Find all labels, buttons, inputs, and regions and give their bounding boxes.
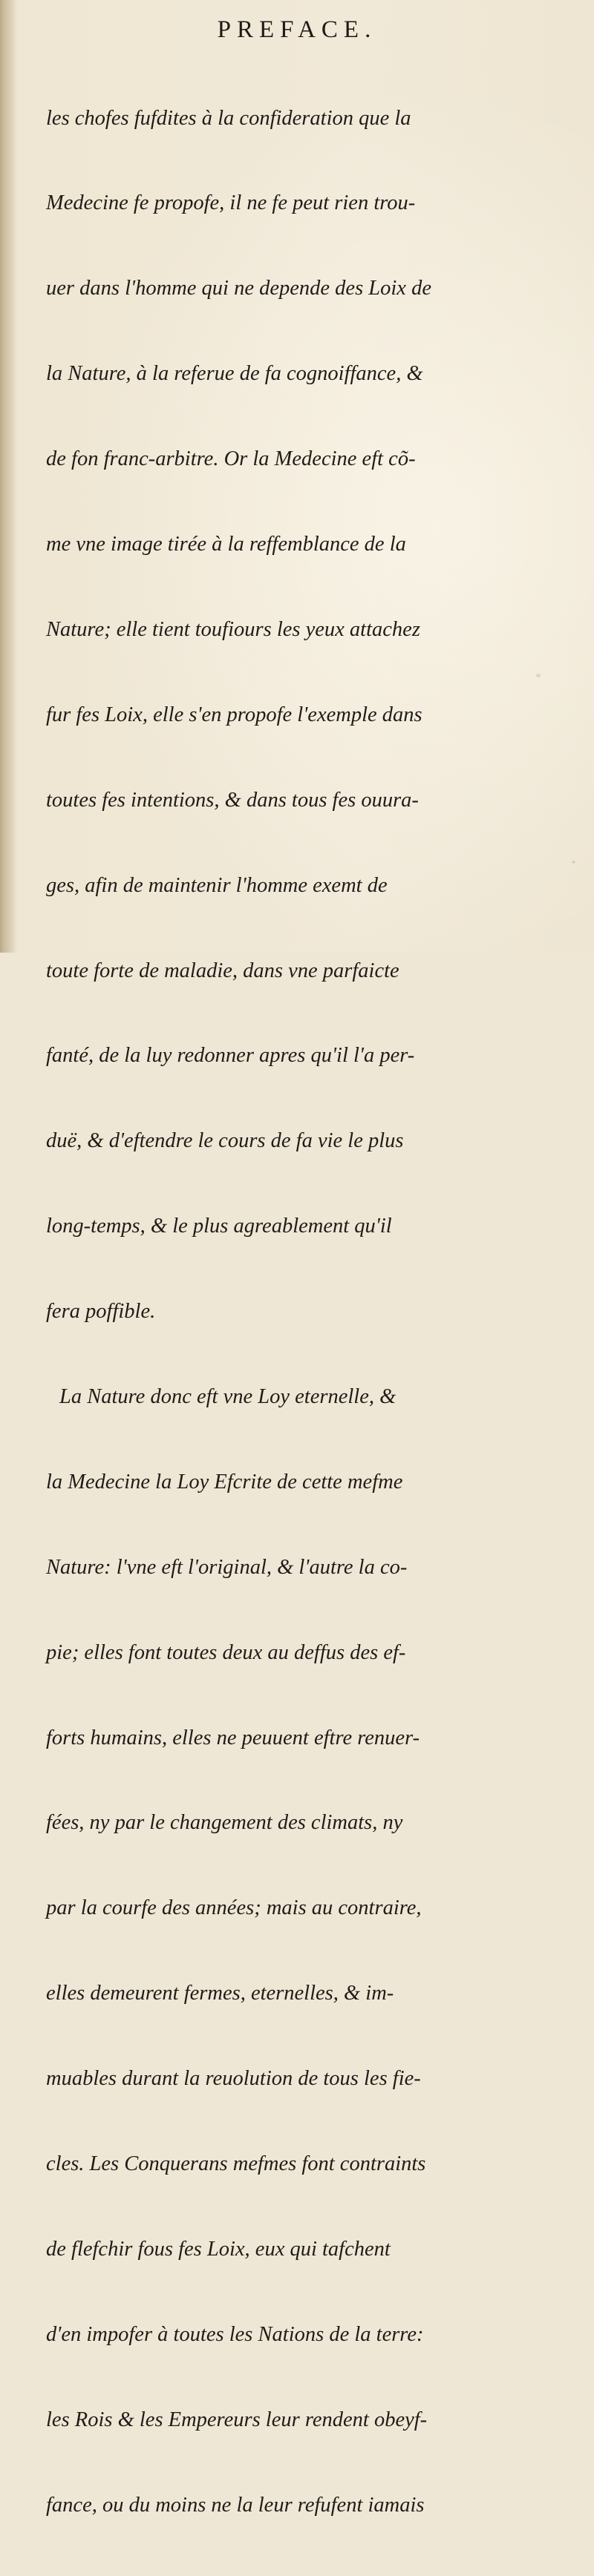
text-line: La Nature donc eft vne Loy eternelle, &	[59, 1384, 396, 1408]
text-line: la Medecine la Loy Efcrite de cette mefme	[46, 1470, 403, 1494]
text-line: fanté, de la luy redonner apres qu'il l'a per-	[46, 1044, 415, 1068]
text-line: cles. Les Conquerans mefmes font contraints	[46, 2152, 426, 2175]
text-line: les chofes fufdites à la confideration que la	[46, 106, 411, 130]
body-text	[46, 47, 492, 2576]
text-line: toutes fes intentions, & dans tous fes ouura-	[46, 788, 419, 812]
text-line: long-temps, & le plus agreablement qu'il	[46, 1215, 392, 1238]
paper-spot	[572, 861, 575, 864]
text-line: uer dans l'homme qui ne depende des Loix de	[46, 277, 431, 300]
text-line: forts humains, elles ne peuuent eftre renuer-	[46, 1726, 420, 1749]
text-line: pie; elles font toutes deux au deffus des ef-	[46, 1640, 406, 1664]
text-line: d'en impofer à toutes les Nations de la terre:	[46, 2322, 424, 2346]
text-line: muables durant la reuolution de tous les fie-	[46, 2067, 421, 2091]
text-line: fance, ou du moins ne la leur refufent iamais	[46, 2493, 425, 2517]
paper-spot	[536, 674, 541, 677]
text-line: Nature: l'vne eft l'original, & l'autre la co-	[46, 1555, 408, 1579]
text-line: Medecine fe propofe, il ne fe peut rien trou-	[46, 191, 416, 215]
text-line: les Rois & les Empereurs leur rendent obeyf-	[46, 2408, 428, 2431]
text-line: Nature; elle tient toufiours les yeux attachez	[46, 617, 420, 641]
page-header: PREFACE.	[217, 16, 377, 43]
text-line: fur fes Loix, elle s'en propofe l'exemple dans	[46, 703, 422, 726]
text-line: de flefchir fous fes Loix, eux qui tafchent	[46, 2237, 391, 2261]
text-line: me vne image tirée à la reffemblance de la	[46, 533, 406, 556]
text-line: duë, & d'eftendre le cours de fa vie le plus	[46, 1129, 404, 1153]
text-line: ges, afin de maintenir l'homme exemt de	[46, 873, 388, 897]
text-line: par la courfe des années; mais au contraire,	[46, 1896, 422, 1920]
text-line: fera poffible.	[46, 1300, 156, 1324]
text-line: de fon franc-arbitre. Or la Medecine eft cõ-	[46, 447, 416, 471]
page-spine-shadow	[0, 0, 16, 953]
text-line: la Nature, à la referue de fa cognoiffance, &	[46, 362, 423, 386]
text-line: fées, ny par le changement des climats, ny	[46, 1811, 403, 1835]
text-line: toute forte de maladie, dans vne parfaicte	[46, 959, 399, 982]
text-line: elles demeurent fermes, eternelles, & im-	[46, 1982, 394, 2005]
